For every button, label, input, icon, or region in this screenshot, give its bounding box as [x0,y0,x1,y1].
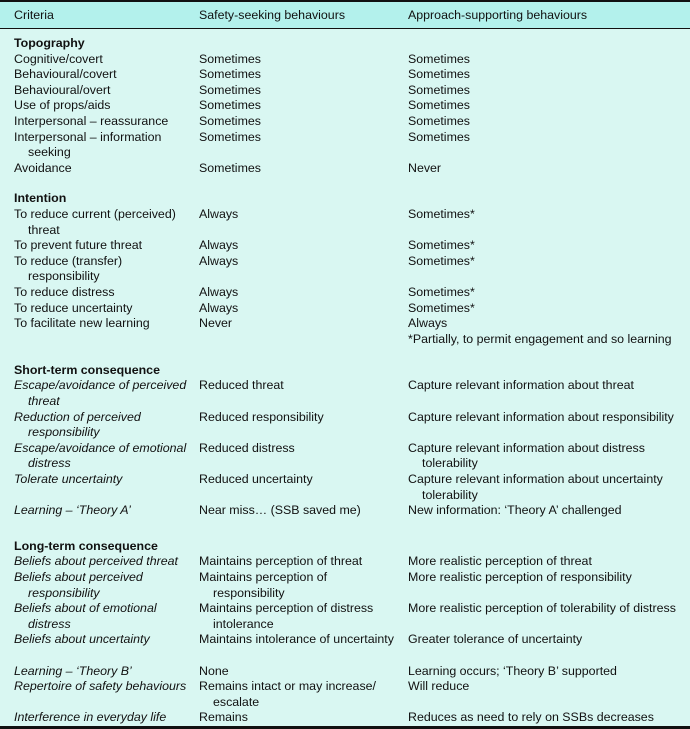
approach-supporting-cell: *Partially, to permit engagement and so learning [408,331,672,346]
table-row [0,98,690,114]
section-topography [0,36,690,176]
safety-seeking-cell: Always [199,206,239,221]
criteria-cell: To facilitate new learning [14,316,150,331]
criteria-cell: Beliefs about perceived threat [14,554,178,569]
section-short-term-consequence [0,363,690,525]
safety-seeking-cell: Sometimes [199,98,261,113]
section-intention [0,191,690,363]
approach-supporting-cell: Sometimes* [408,284,475,299]
safety-seeking-cell: Maintains perception of responsibility [199,570,328,600]
approach-supporting-cell: Capture relevant information about responsibility [408,409,674,424]
table-body [0,36,690,726]
table-row [0,570,690,601]
safety-seeking-cell: Sometimes [199,51,261,66]
approach-supporting-cell: Sometimes [408,67,470,82]
table-row [0,410,690,441]
criteria-cell: Beliefs about uncertainty [14,632,150,647]
approach-supporting-cell: Sometimes [408,98,470,113]
safety-seeking-cell: Reduced distress [199,440,295,455]
approach-supporting-cell: Capture relevant information about distress tolerability [408,440,645,471]
approach-supporting-cell: Greater tolerance of uncertainty [408,632,583,647]
header-criteria: Criteria [14,8,54,22]
approach-supporting-cell: Capture relevant information about threat [408,378,634,393]
approach-supporting-cell: Learning occurs; ‘Theory B’ supported [408,663,617,678]
table-row [0,238,690,254]
safety-seeking-cell: Never [199,316,233,331]
criteria-cell: To reduce (transfer) responsibility [14,253,123,284]
table-header [0,2,690,29]
table-row [0,378,690,409]
safety-seeking-cell: Always [199,238,239,253]
approach-supporting-cell: Sometimes* [408,238,475,253]
table-row [0,207,690,238]
approach-supporting-cell: More realistic perception of responsibility [408,570,632,584]
criteria-cell: Learning – ‘Theory A’ [14,503,131,518]
table-row [0,130,690,161]
table-row [0,503,690,519]
safety-seeking-cell: Remains intact or may increase/ escalate [199,679,376,709]
approach-supporting-cell: New information: ‘Theory A’ challenged [408,503,622,518]
safety-seeking-cell: None [199,663,229,678]
criteria-cell: Escape/avoidance of emotional distress [14,440,187,471]
criteria-cell: Learning – ‘Theory B’ [14,663,132,678]
safety-seeking-cell: Sometimes [199,129,261,144]
criteria-cell: Beliefs about perceived responsibility [14,570,143,600]
approach-supporting-cell: Capture relevant information about uncertainty tolerability [408,472,663,502]
table-row [0,601,690,632]
table-row [0,301,690,317]
approach-supporting-cell: Never [408,160,442,175]
header-approach-supporting: Approach-supporting behaviours [408,8,588,22]
criteria-cell: Behavioural/covert [14,67,117,82]
table-row [0,710,690,726]
approach-supporting-cell: Sometimes* [408,253,475,268]
criteria-cell: Avoidance [14,160,72,175]
approach-supporting-cell: More realistic perception of tolerability of distress [408,601,676,616]
approach-supporting-cell: Reduces as need to rely on SSBs decreases [408,710,654,725]
safety-seeking-cell: Sometimes [199,67,261,82]
table-row [0,664,690,680]
approach-supporting-cell: Sometimes* [408,300,475,315]
safety-seeking-cell: Reduced uncertainty [199,472,313,487]
table-row [0,316,690,332]
section-title: Short-term consequence [14,362,160,377]
safety-seeking-cell: Always [199,300,239,315]
approach-supporting-cell: Always [408,316,448,331]
criteria-cell: Repertoire of safety behaviours [14,679,187,694]
section-long-term-consequence [0,539,690,726]
criteria-cell: Reduction of perceived responsibility [14,409,141,440]
criteria-cell: Interpersonal – reassurance [14,113,169,128]
table-row [0,83,690,99]
section-title: Intention [14,191,67,206]
criteria-cell: To reduce uncertainty [14,300,133,315]
approach-supporting-cell: Sometimes* [408,206,475,221]
safety-seeking-cell: Maintains perception of threat [199,554,363,569]
criteria-cell: Interpersonal – information seeking [14,129,162,160]
section-title: Topography [14,36,85,50]
table-row [0,254,690,285]
table-row [0,52,690,68]
approach-supporting-cell: Sometimes [408,51,470,66]
table-row [0,679,690,710]
section-title: Long-term consequence [14,538,158,553]
criteria-cell: Interference in everyday life [14,710,167,725]
criteria-cell: To reduce distress [14,284,115,299]
criteria-cell: Beliefs about of emotional distress [14,601,157,631]
safety-seeking-cell: Always [199,284,239,299]
table-row [0,161,690,177]
approach-supporting-cell: Sometimes [408,113,470,128]
safety-seeking-cell: Maintains intolerance of uncertainty [199,632,394,647]
criteria-cell: Escape/avoidance of perceived threat [14,378,187,409]
header-safety-seeking: Safety-seeking behaviours [199,8,346,22]
criteria-cell: Cognitive/covert [14,51,103,66]
table-row [0,632,690,663]
table-row [0,472,690,503]
table-row [0,114,690,130]
approach-supporting-cell: Will reduce [408,679,470,694]
safety-seeking-cell: Sometimes [199,113,261,128]
criteria-cell: Use of props/aids [14,98,111,113]
table-row [0,441,690,472]
approach-supporting-cell: More realistic perception of threat [408,554,592,569]
table-row [0,67,690,83]
table-row [0,285,690,301]
approach-supporting-cell: Sometimes [408,82,470,97]
safety-seeking-cell: Always [199,253,239,268]
criteria-cell: To reduce current (perceived) threat [14,206,176,237]
safety-seeking-cell: Reduced responsibility [199,409,324,424]
approach-supporting-cell: Sometimes [408,129,470,144]
criteria-cell: To prevent future threat [14,238,143,253]
safety-seeking-cell: Near miss… (SSB saved me) [199,503,361,518]
table-row [0,332,690,363]
safety-seeking-cell: Reduced threat [199,378,284,393]
criteria-cell: Tolerate uncertainty [14,472,123,487]
safety-seeking-cell: Sometimes [199,160,261,175]
safety-seeking-cell: Remains [199,710,248,725]
criteria-cell: Behavioural/overt [14,82,111,97]
safety-seeking-cell: Sometimes [199,82,261,97]
table-row [0,554,690,570]
safety-seeking-cell: Maintains perception of distress intolerance [199,601,374,631]
